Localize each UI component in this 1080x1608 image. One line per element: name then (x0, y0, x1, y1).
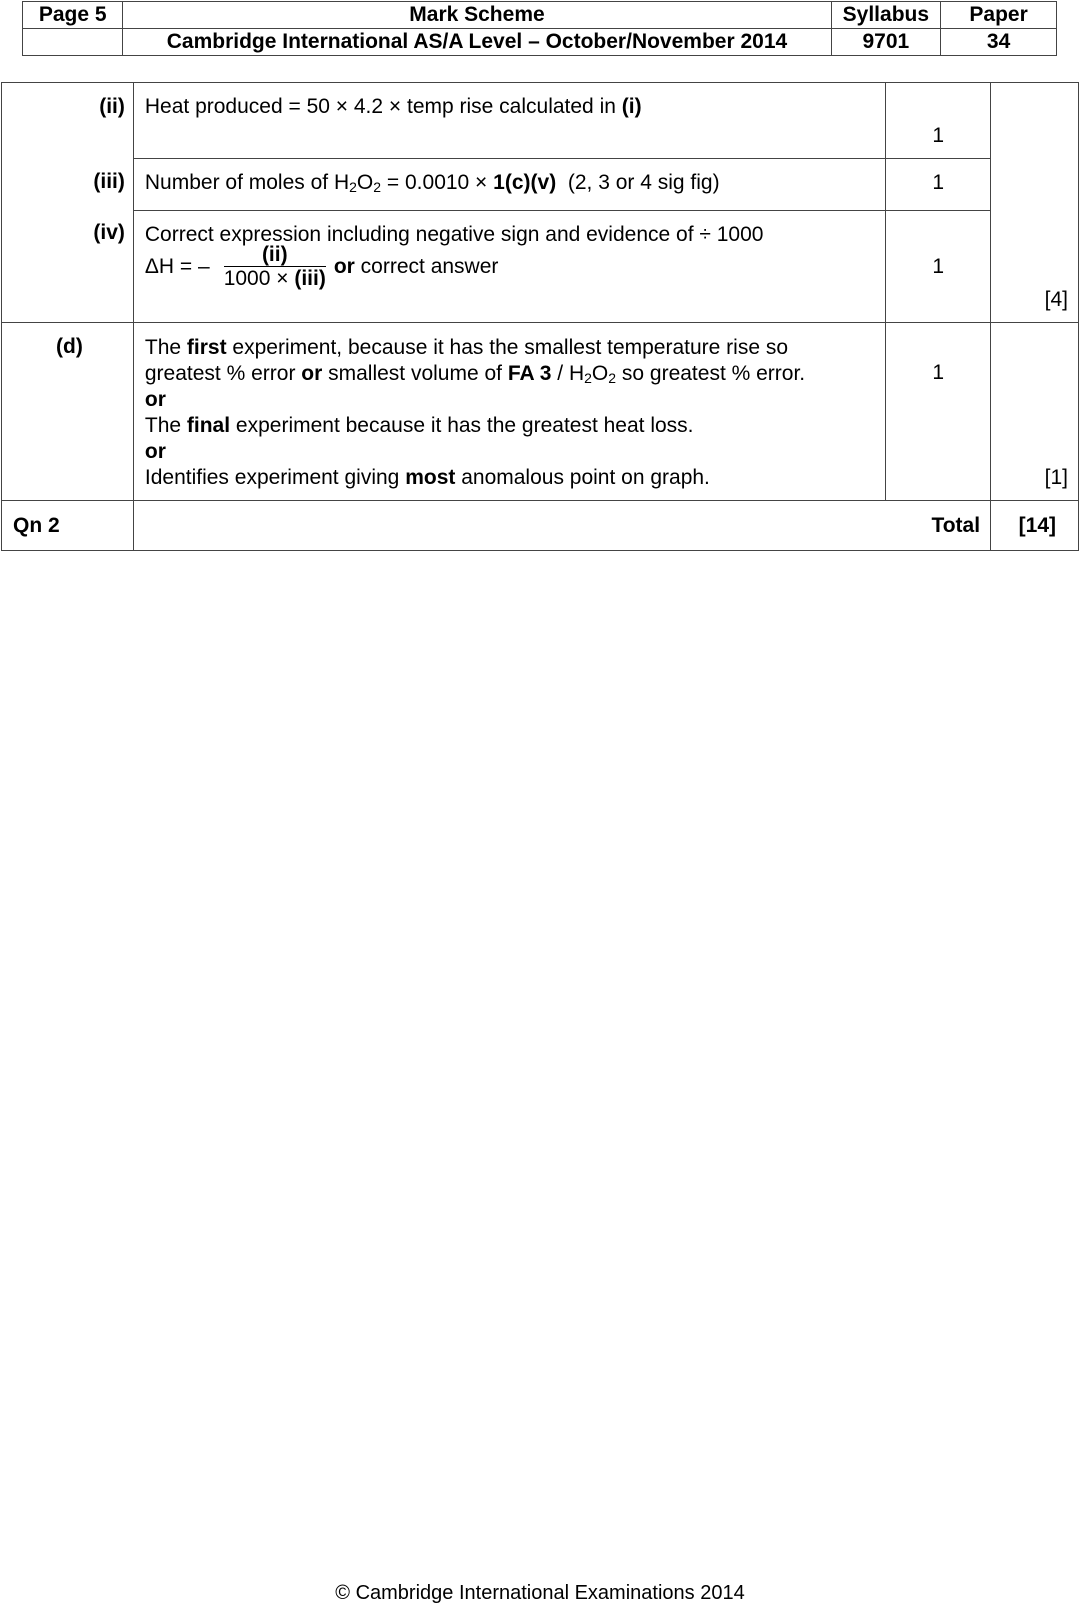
or-word: or (144, 440, 166, 463)
header-table (22, 1, 1057, 56)
label-ii: (ii) (99, 95, 125, 118)
answer-iii-text: = 0.0010 × (381, 171, 494, 194)
syllabus-label: Syllabus (831, 2, 941, 29)
question-total: [14] (991, 501, 1079, 551)
paper-number: 34 (941, 29, 1057, 56)
subscript: 2 (373, 179, 382, 195)
label-d: (d) (2, 323, 134, 501)
answer-iv (133, 211, 885, 323)
document-title: Mark Scheme (123, 2, 831, 29)
answer-iii-text: O (356, 171, 374, 194)
answer-d (133, 323, 885, 501)
answer-iii-sigfig: (2, 3 or 4 sig fig) (556, 171, 720, 194)
answer-ii-ref: (i) (621, 95, 642, 118)
syllabus-code: 9701 (831, 29, 941, 56)
mark-ii: 1 (886, 83, 991, 159)
row-labels-cell (2, 83, 134, 323)
answer-d-line: The final experiment because it has the greatest heat loss. (144, 414, 694, 437)
answer-ii-text: Heat produced = 50 × 4.2 × temp rise calculated in (144, 95, 622, 118)
mark-d: 1 (886, 323, 991, 501)
table-row-d (2, 323, 1079, 501)
or-word: or (333, 255, 355, 279)
copyright-footer: © Cambridge International Examinations 2014 (335, 1582, 745, 1604)
table-row-total (2, 501, 1079, 551)
answer-ii (133, 83, 885, 159)
label-iii: (iii) (93, 170, 125, 193)
label-iv: (iv) (93, 221, 125, 244)
answer-d-line: Identifies experiment giving most anomalous point on graph. (144, 466, 710, 489)
subscript: 2 (349, 179, 357, 195)
fraction-denominator (224, 267, 326, 291)
mark-scheme-table (1, 82, 1079, 551)
exam-subtitle: Cambridge International AS/A Level – October/November 2014 (123, 29, 831, 56)
fraction-numerator: (ii) (224, 244, 326, 267)
or-word: or (144, 388, 166, 411)
paper-label: Paper (941, 2, 1057, 29)
mark-iii: 1 (886, 159, 991, 211)
delta-h-prefix: ΔH = – (144, 255, 210, 279)
answer-iv-line1: Correct expression including negative sign and evidence of ÷ 1000 (144, 223, 764, 246)
denominator-text: 1000 × (223, 267, 295, 290)
answer-iii (133, 159, 885, 211)
subtotal-d: [1] (991, 323, 1079, 501)
question-label: Qn 2 (2, 501, 134, 551)
answer-iv-suffix: correct answer (354, 255, 499, 279)
subtotal-c: [4] (991, 83, 1079, 323)
answer-d-line: The first experiment, because it has the smallest temperature rise so (144, 336, 789, 359)
total-label: Total (133, 501, 990, 551)
answer-d-line: greatest % error or smallest volume of FA $3 / H_2O_2$ so greatest % error. (144, 362, 806, 386)
table-row-iv (2, 211, 1079, 323)
answer-iii-text: Number of moles of H (144, 171, 350, 194)
denominator-ref: (iii) (294, 267, 326, 290)
delta-h-expression (145, 244, 879, 291)
table-row-iii (2, 159, 1079, 211)
table-row-ii (2, 83, 1079, 159)
empty-cell (23, 29, 123, 56)
page-number: Page 5 (23, 2, 123, 29)
mark-iv: 1 (886, 211, 991, 323)
answer-iii-ref: 1(c)(v) (493, 171, 557, 194)
fraction (224, 244, 326, 291)
